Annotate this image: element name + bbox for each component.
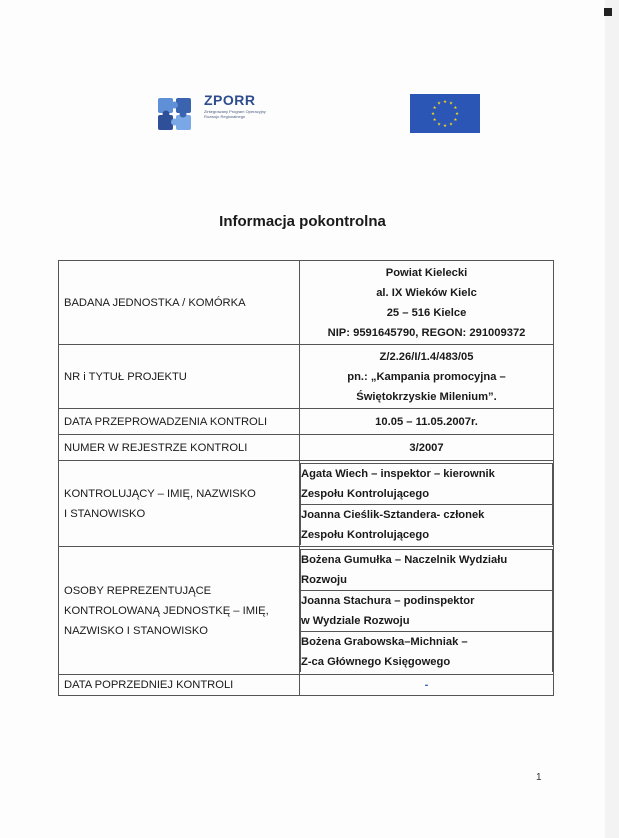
eu-star-icon: ★	[453, 105, 458, 111]
kontrolujacy-label-line: I STANOWISKO	[64, 507, 146, 520]
table-row-kontrolujacy	[59, 461, 554, 547]
person-line: Joanna Cieślik-Sztandera- członek	[301, 508, 485, 521]
eu-star-icon: ★	[436, 100, 442, 106]
table-row-reprezentujace	[59, 547, 554, 675]
table-row-projekt	[59, 345, 554, 409]
value-jednostka	[300, 261, 554, 345]
value-reprezentujace	[300, 547, 554, 675]
eu-star-icon: ★	[448, 121, 454, 127]
eu-star-icon: ★	[432, 105, 437, 111]
inspection-info-table	[58, 260, 554, 696]
label-projekt: NR i TYTUŁ PROJEKTU	[59, 345, 300, 409]
kontrolujacy-label-line: KONTROLUJĄCY – IMIĘ, NAZWISKO	[64, 487, 256, 500]
person-line: Bożena Grabowska–Michniak –	[301, 636, 468, 648]
label-data-kontroli: DATA PRZEPROWADZENIA KONTROLI	[59, 409, 300, 435]
reprezentujace-list	[300, 549, 553, 672]
table-row-numer	[59, 435, 554, 461]
zporr-title: ZPORR	[204, 92, 256, 108]
eu-star-icon: ★	[454, 111, 460, 117]
table-row-jednostka	[59, 261, 554, 345]
value-data-kontroli: 10.05 – 11.05.2007r.	[300, 409, 554, 435]
list-item	[301, 632, 553, 673]
label-jednostka: BADANA JEDNOSTKA / KOMÓRKA	[59, 261, 300, 345]
eu-star-icon: ★	[436, 121, 442, 127]
person-cell	[301, 550, 553, 591]
person-line: Rozwoju	[301, 574, 347, 586]
value-poprzednia: -	[300, 675, 554, 696]
list-item	[301, 504, 553, 545]
eu-stars-icon	[410, 94, 480, 133]
eu-star-icon: ★	[430, 111, 436, 117]
reprezentujace-label-line: KONTROLOWANĄ JEDNOSTKĘ – IMIĘ,	[64, 604, 269, 617]
person-line: Zespołu Kontrolującego	[301, 487, 430, 500]
label-reprezentujace	[59, 547, 300, 675]
eu-star-icon: ★	[442, 99, 448, 105]
list-item	[301, 550, 553, 591]
puzzle-icon	[156, 94, 194, 132]
jednostka-line: NIP: 9591645790, REGON: 291009372	[327, 326, 526, 339]
person-line: Joanna Stachura – podinspektor	[301, 595, 475, 607]
person-cell	[301, 591, 553, 632]
projekt-line: Z/2.26/I/1.4/483/05	[379, 350, 474, 363]
zporr-logo	[156, 92, 266, 136]
jednostka-line: Powiat Kielecki	[385, 266, 468, 279]
page-number: 1	[536, 772, 542, 783]
person-cell	[301, 504, 553, 545]
jednostka-line: al. IX Wieków Kielc	[376, 286, 477, 299]
label-poprzednia: DATA POPRZEDNIEJ KONTROLI	[59, 675, 300, 696]
jednostka-line: 25 – 516 Kielce	[386, 306, 467, 319]
person-line: w Wydziale Rozwoju	[301, 615, 410, 627]
eu-star-icon: ★	[432, 117, 437, 123]
list-item	[301, 591, 553, 632]
eu-flag-logo	[410, 94, 480, 133]
table-row-poprzednia	[59, 675, 554, 696]
document-title: Informacja pokontrolna	[219, 213, 386, 230]
scan-edge-mark	[604, 8, 612, 16]
person-cell	[301, 463, 553, 504]
person-line: Agata Wiech – inspektor – kierownik	[301, 467, 495, 480]
value-projekt	[300, 345, 554, 409]
person-line: Bożena Gumułka – Naczelnik Wydziału	[301, 554, 508, 566]
table-row-data-kontroli	[59, 409, 554, 435]
reprezentujace-label-line: OSOBY REPREZENTUJĄCE	[64, 584, 212, 597]
person-line: Z-ca Głównego Księgowego	[301, 656, 451, 668]
kontrolujacy-list	[300, 463, 553, 545]
eu-star-icon: ★	[453, 117, 458, 123]
zporr-subtitle: Zintegrowany Program Operacyjny Rozwoju Regionalnego	[204, 109, 266, 119]
eu-star-icon: ★	[442, 123, 448, 129]
eu-star-icon: ★	[448, 100, 454, 106]
person-line: Zespołu Kontrolującego	[301, 528, 430, 541]
label-numer: NUMER W REJESTRZE KONTROLI	[59, 435, 300, 461]
value-numer: 3/2007	[300, 435, 554, 461]
label-kontrolujacy	[59, 461, 300, 547]
projekt-line: Świętokrzyskie Milenium”.	[356, 390, 497, 403]
reprezentujace-label-line: NAZWISKO I STANOWISKO	[64, 624, 208, 637]
person-cell	[301, 632, 553, 673]
projekt-line: pn.: „Kampania promocyjna –	[347, 370, 506, 383]
value-kontrolujacy	[300, 461, 554, 547]
list-item	[301, 463, 553, 504]
